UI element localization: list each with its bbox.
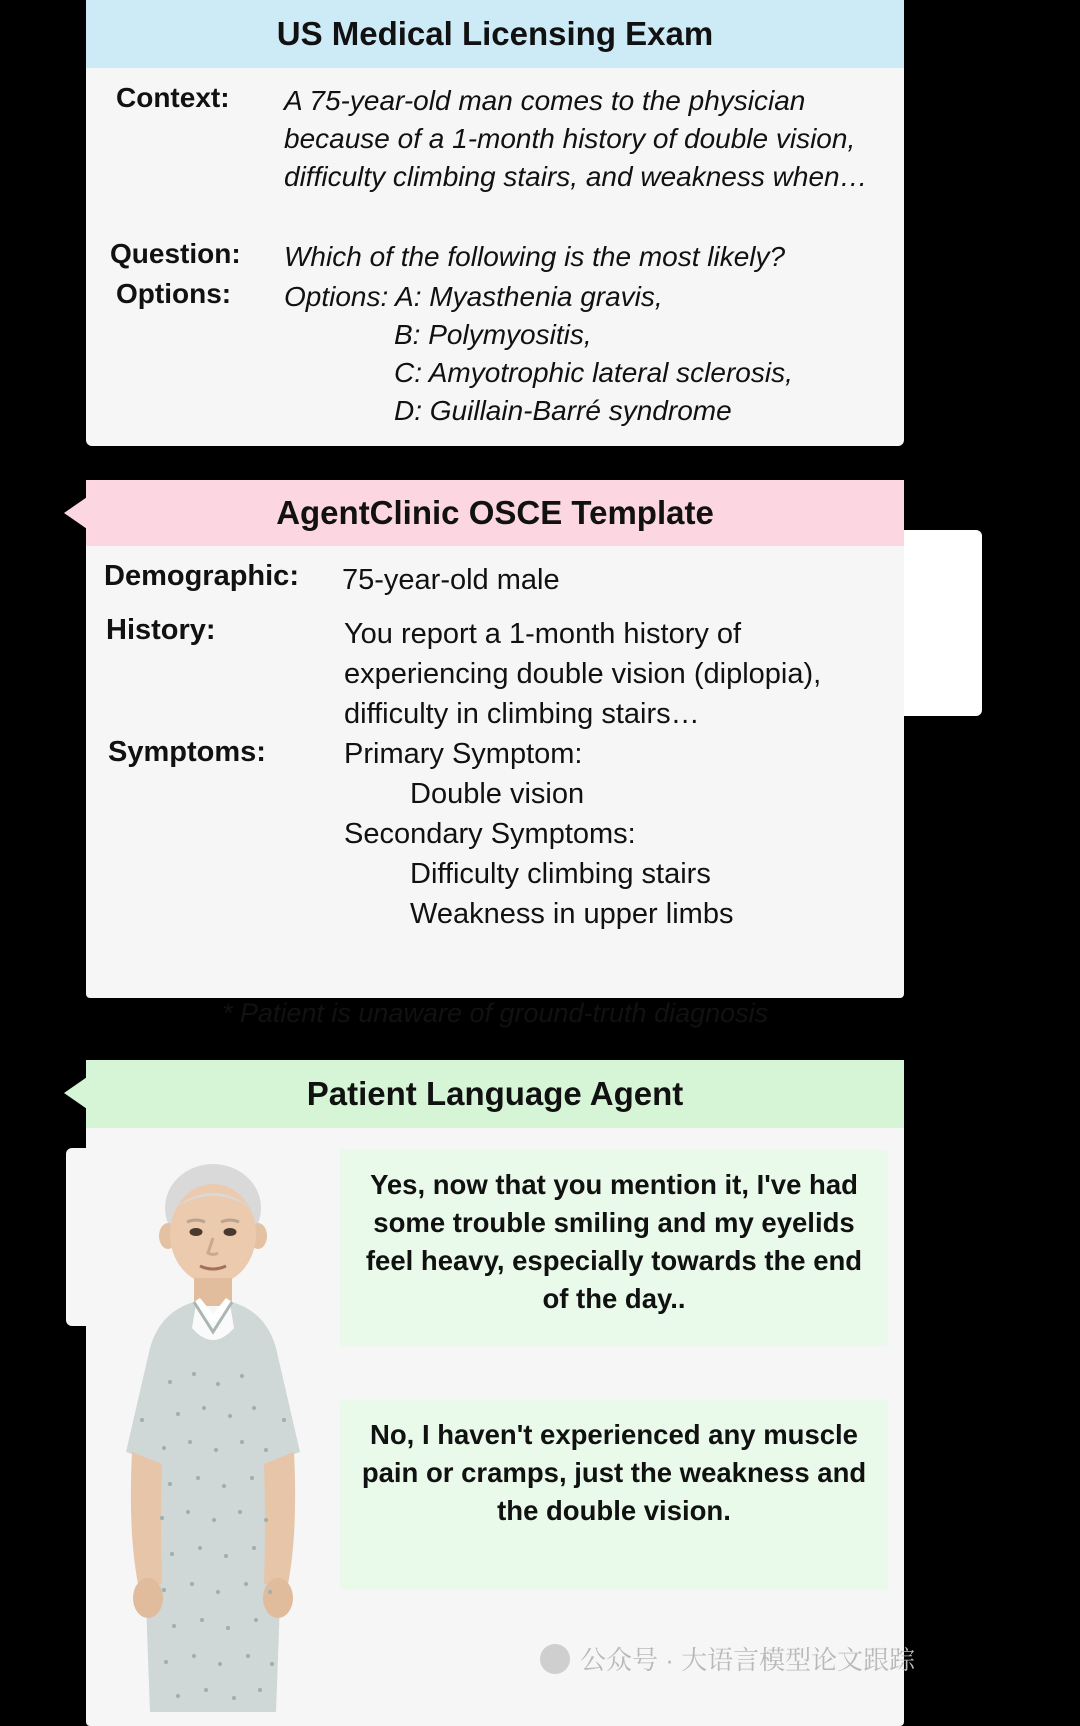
osce-card — [86, 480, 904, 1028]
agent-card-body — [86, 1128, 904, 1726]
demographic-label: Demographic: — [104, 560, 299, 592]
agent-card-title: Patient Language Agent — [86, 1060, 904, 1128]
osce-card-title: AgentClinic OSCE Template — [86, 480, 904, 546]
osce-footnote: * Patient is unaware of ground-truth diagnosis — [221, 998, 769, 1028]
demographic-value: 75-year-old male — [342, 564, 560, 596]
secondary-symptom-1: Difficulty climbing stairs — [410, 858, 711, 890]
question-label: Question: — [110, 238, 241, 269]
usmle-card-body — [86, 68, 904, 426]
options-label: Options: — [116, 278, 232, 309]
options-list — [284, 278, 904, 430]
secondary-symptoms-label: Secondary Symptoms: — [344, 818, 636, 850]
history-label: History: — [106, 614, 216, 646]
watermark-badge-icon — [540, 1644, 570, 1674]
watermark — [540, 1640, 915, 1677]
primary-symptom-label: Primary Symptom: — [344, 738, 583, 770]
option-a: Options: A: Myasthenia gravis, — [284, 281, 663, 312]
symptoms-label: Symptoms: — [108, 736, 266, 768]
option-d: D: Guillain-Barré syndrome — [394, 395, 732, 426]
right-edge-notch — [900, 530, 982, 716]
patient-language-agent-card — [86, 1060, 904, 1726]
secondary-symptom-2: Weakness in upper limbs — [410, 898, 734, 930]
patient-avatar-illustration — [108, 1152, 318, 1712]
patient-message-bubble-2: No, I haven't experienced any muscle pain or cramps, just the weakness and the double vision. — [340, 1400, 888, 1590]
symptoms-block — [344, 734, 904, 934]
patient-message-bubble-1: Yes, now that you mention it, I've had some trouble smiling and my eyelids feel heavy, especially towards the end of the day.. — [340, 1150, 888, 1346]
question-text: Which of the following is the most likely? — [284, 241, 786, 272]
usmle-card — [86, 0, 904, 446]
option-c: C: Amyotrophic lateral sclerosis, — [394, 357, 793, 388]
context-label: Context: — [116, 82, 230, 113]
option-b: B: Polymyositis, — [394, 319, 592, 350]
usmle-card-title: US Medical Licensing Exam — [86, 0, 904, 68]
context-text: A 75-year-old man comes to the physician because of a 1-month history of double vision, difficulty climbing stairs, and weakness when… — [284, 85, 868, 192]
primary-symptom-value: Double vision — [410, 778, 585, 810]
history-value: You report a 1-month history of experiencing double vision (diplopia), difficulty in climbing stairs… — [344, 618, 822, 730]
watermark-text: 公众号 · 大语言模型论文跟踪 — [580, 1645, 916, 1675]
